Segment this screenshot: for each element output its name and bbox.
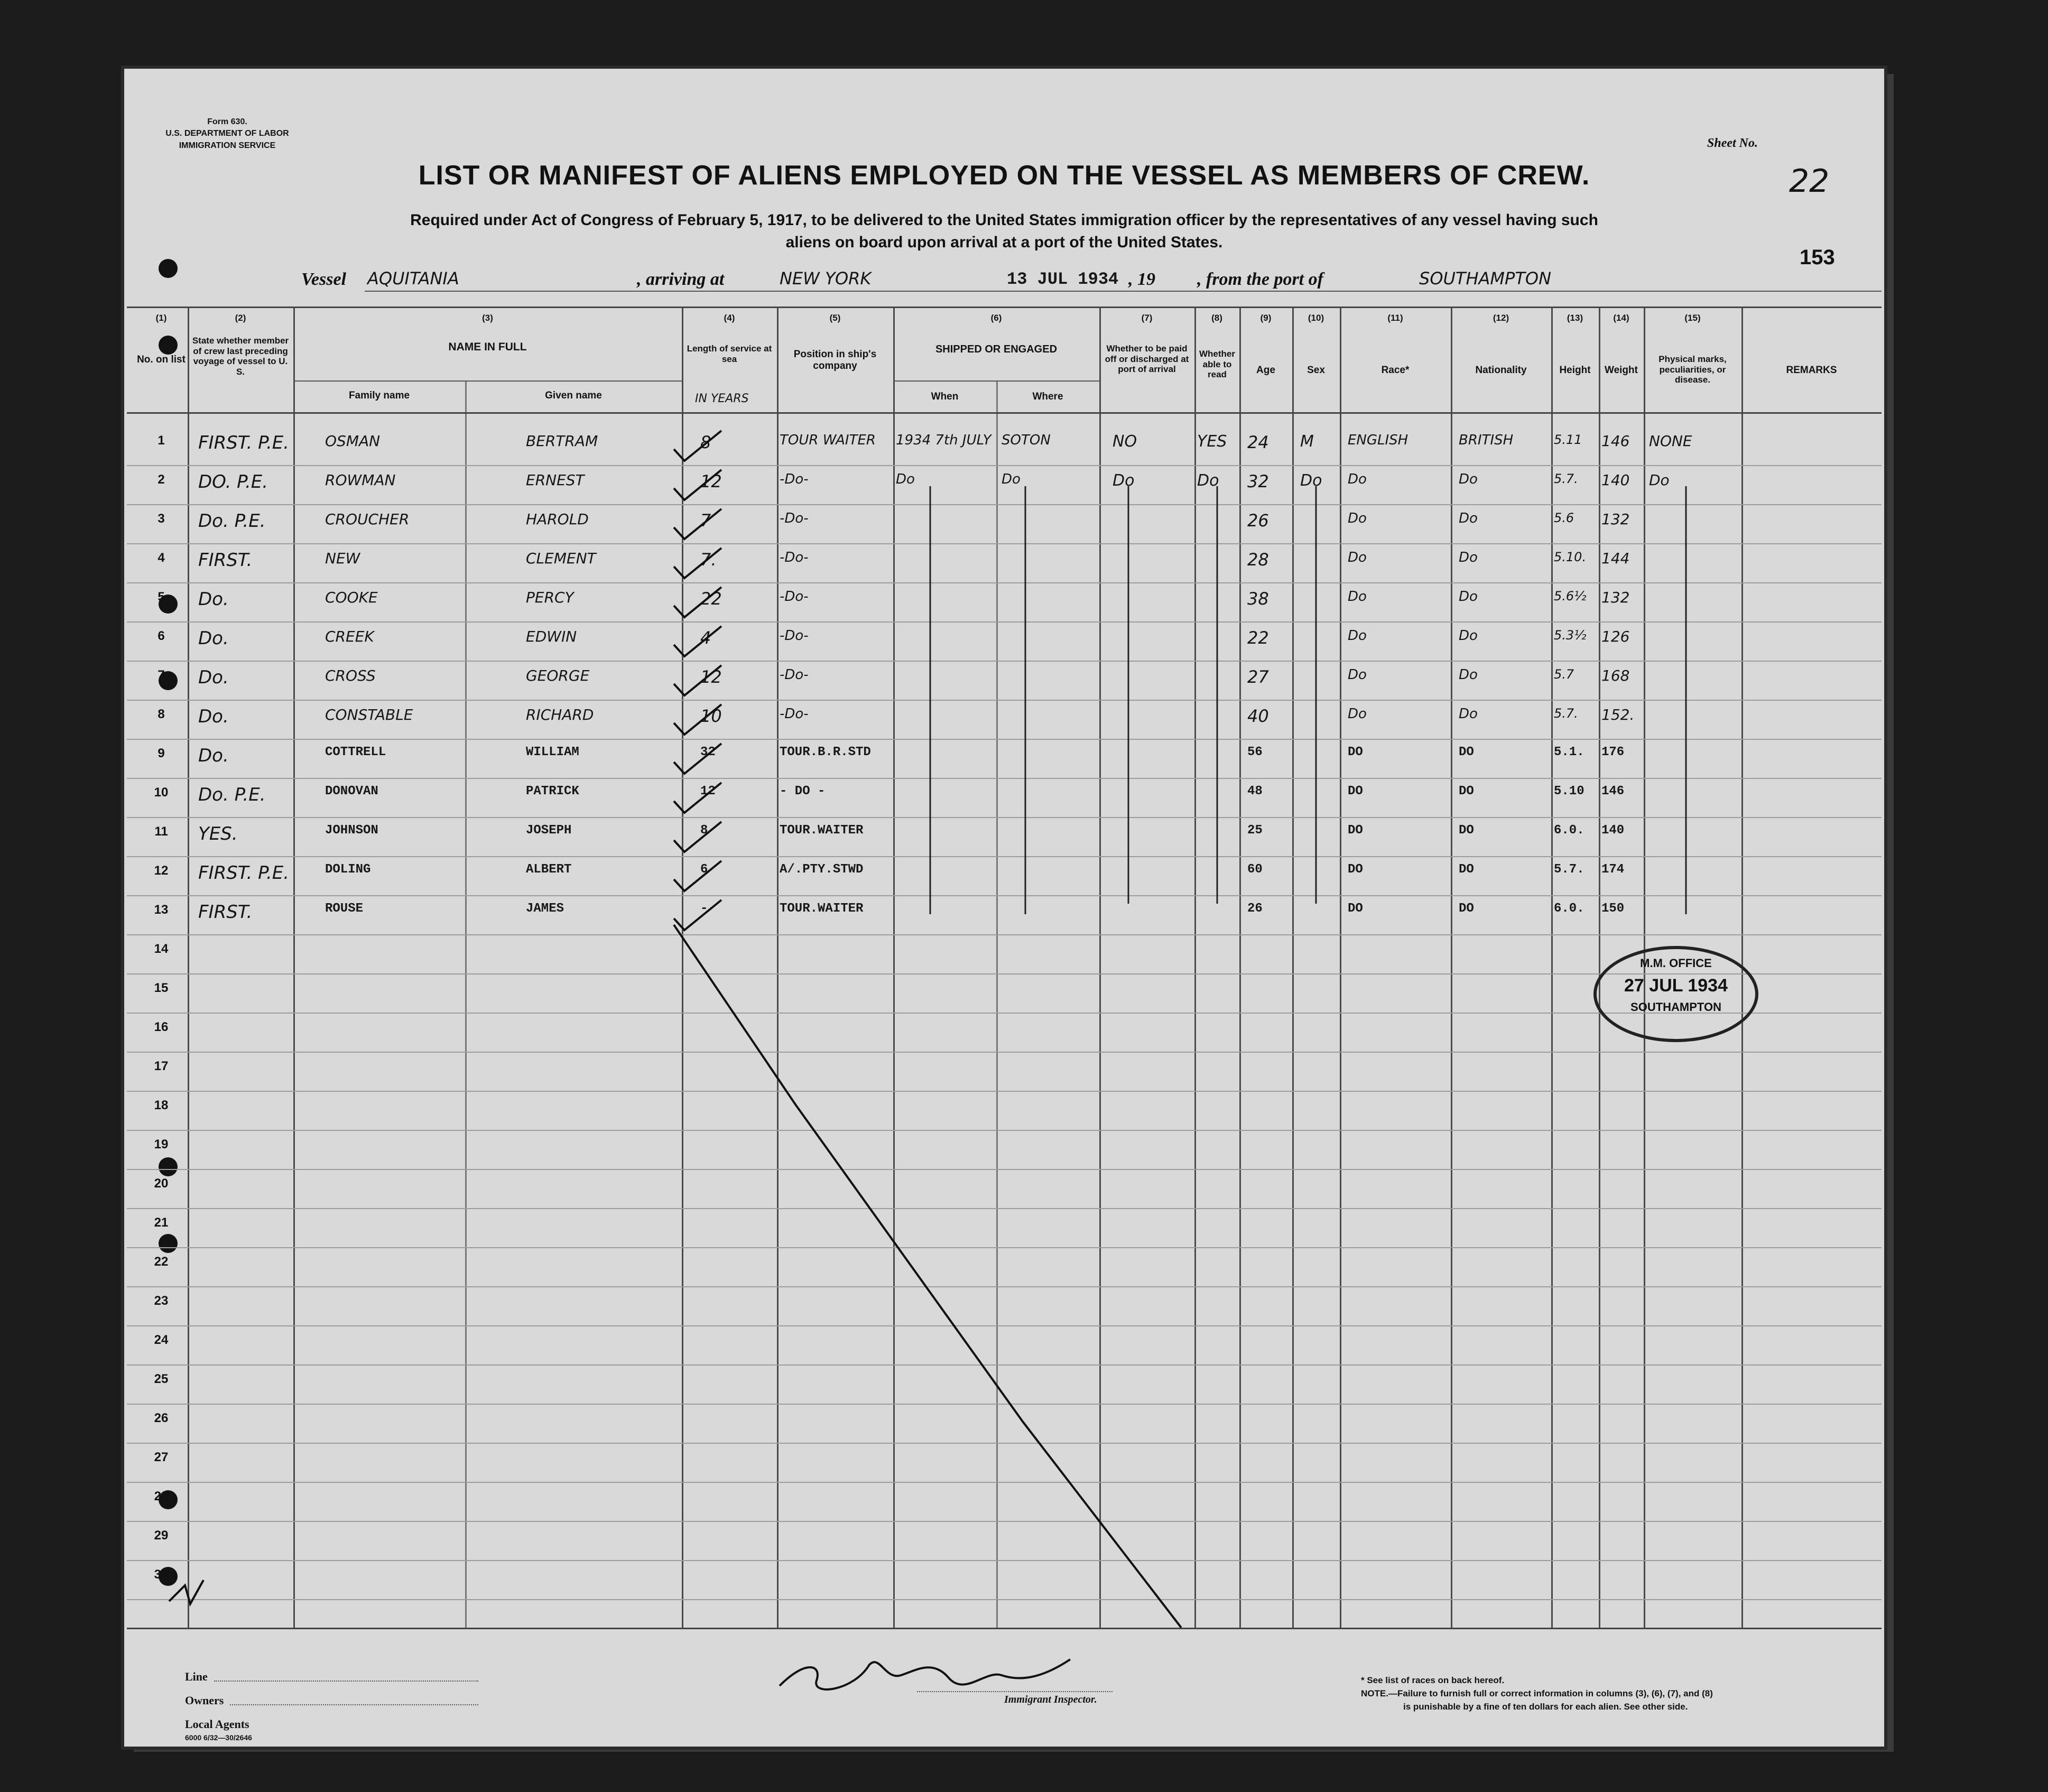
- cell-family: ROWMAN: [325, 471, 396, 489]
- header-paid-off: Whether to be paid off or discharged at port of arrival: [1105, 343, 1189, 375]
- row-number: 24: [154, 1333, 169, 1347]
- cell-given: JOSEPH: [526, 823, 572, 838]
- cell-race: Do: [1348, 628, 1367, 644]
- cell-height: 5.11: [1554, 432, 1582, 447]
- row-number: 23: [154, 1294, 169, 1308]
- cell-age: 27: [1247, 667, 1269, 687]
- cell-age: 26: [1247, 902, 1263, 916]
- colnum-1: (1): [155, 313, 167, 323]
- row-number: 4: [157, 551, 165, 565]
- header-nationality: Nationality: [1475, 365, 1527, 376]
- cell-family: DOLING: [325, 862, 371, 877]
- row-number: 18: [154, 1098, 169, 1112]
- note-races: * See list of races on back hereof.: [1361, 1675, 1505, 1685]
- cell-position: -Do-: [780, 589, 809, 605]
- cell-service: 4: [700, 628, 711, 648]
- cell-service: 32: [700, 745, 716, 759]
- cell-height: 5.7.: [1554, 471, 1578, 486]
- inspector-signature-line: [917, 1691, 1113, 1692]
- header-state-member: State whether member of crew last preceding voyage of vessel to U. S.: [192, 336, 289, 377]
- header-name-in-full: NAME IN FULL: [448, 341, 527, 353]
- service: IMMIGRATION SERVICE: [179, 141, 276, 150]
- cell-weight: 146: [1601, 432, 1630, 450]
- row-number: 25: [154, 1372, 169, 1386]
- cell-family: COOKE: [325, 589, 378, 606]
- cell-position: A/.PTY.STWD: [780, 862, 864, 877]
- colnum-3: (3): [482, 313, 493, 323]
- cell-race: Do: [1348, 510, 1367, 526]
- pen-strokes: [124, 69, 1884, 1747]
- cell-service: 6: [700, 862, 708, 877]
- cell-service: 12: [700, 471, 722, 491]
- cell-service: 8: [700, 432, 711, 452]
- cell-position: -Do-: [780, 471, 809, 487]
- cell-race: Do: [1348, 667, 1367, 683]
- row-number: 16: [154, 1020, 169, 1034]
- cell-given: JAMES: [526, 902, 564, 916]
- cell-height: 5.3½: [1554, 628, 1587, 643]
- stamp-top: M.M. OFFICE: [1640, 957, 1712, 970]
- cell-height: 5.7: [1554, 667, 1574, 682]
- cell-race: DO: [1348, 862, 1363, 877]
- vessel-name: AQUITANIA: [367, 268, 459, 289]
- cell-family: JOHNSON: [325, 823, 378, 838]
- row-number: 21: [154, 1215, 169, 1230]
- header-shipped: SHIPPED OR ENGAGED: [935, 343, 1058, 355]
- cell-state: FIRST.: [198, 902, 253, 923]
- cell-height: 6.0.: [1554, 823, 1584, 838]
- office-stamp: [1593, 946, 1758, 1042]
- row-number: 28: [154, 1489, 169, 1503]
- cell-age: 38: [1247, 589, 1269, 609]
- cell-service: 22: [700, 589, 722, 609]
- row-number: 10: [154, 785, 169, 800]
- cell-weight: 152.: [1601, 706, 1635, 723]
- cell-race: DO: [1348, 745, 1363, 759]
- cell-nationality: Do: [1459, 628, 1478, 644]
- cell-age: 40: [1247, 706, 1269, 726]
- cell-state: FIRST. P.E.: [198, 432, 290, 453]
- cell-weight: 132: [1601, 510, 1630, 528]
- cell-nationality: DO: [1459, 862, 1474, 877]
- cell-read: YES: [1197, 432, 1227, 451]
- cell-state: Do. P.E.: [198, 510, 266, 532]
- row-number: 15: [154, 981, 169, 995]
- cell-state: FIRST.: [198, 550, 253, 571]
- header-family-name: Family name: [348, 390, 410, 401]
- row-number: 12: [154, 863, 169, 878]
- note-line-2: is punishable by a fine of ten dollars for each alien. See other side.: [1403, 1702, 1688, 1712]
- cell-state: Do.: [198, 745, 229, 766]
- colnum-11: (11): [1387, 313, 1403, 323]
- cell-age: 22: [1247, 628, 1269, 648]
- row-number: 26: [154, 1411, 169, 1425]
- cell-race: ENGLISH: [1348, 432, 1408, 448]
- cell-race: Do: [1348, 471, 1367, 487]
- header-no-on-list: No. on list: [137, 354, 186, 365]
- header-weight: Weight: [1605, 365, 1638, 376]
- form-number: Form 630.: [207, 117, 247, 126]
- cell-age: 26: [1247, 510, 1269, 531]
- cell-nationality: Do: [1459, 471, 1478, 487]
- cell-nationality: DO: [1459, 902, 1474, 916]
- cell-state: Do.: [198, 628, 229, 649]
- cell-age: 56: [1247, 745, 1263, 759]
- inspector-label: Immigrant Inspector.: [1004, 1694, 1097, 1705]
- footer-print-code: 6000 6/32—30/2646: [185, 1733, 252, 1742]
- cell-family: CONSTABLE: [325, 706, 413, 723]
- row-number: 30: [154, 1567, 169, 1582]
- cell-position: TOUR.B.R.STD: [780, 745, 871, 759]
- cell-physical: NONE: [1649, 432, 1692, 450]
- cell-family: COTTRELL: [325, 745, 386, 759]
- cell-given: BERTRAM: [526, 432, 598, 450]
- row-number: 20: [154, 1176, 169, 1191]
- arriving-label: , arriving at: [637, 270, 725, 289]
- row-number: 9: [157, 746, 165, 760]
- cell-race: Do: [1348, 550, 1367, 565]
- cell-sex: Do: [1300, 471, 1322, 490]
- cell-given: WILLIAM: [526, 745, 579, 759]
- colnum-4: (4): [724, 313, 735, 323]
- colnum-14: (14): [1613, 313, 1629, 323]
- cell-sex: M: [1300, 432, 1314, 451]
- cell-given: RICHARD: [526, 706, 594, 723]
- cell-position: -Do-: [780, 667, 809, 683]
- cell-service: 8: [700, 823, 708, 838]
- cell-state: DO. P.E.: [198, 471, 268, 493]
- header-length-service: Length of service at sea: [687, 343, 772, 364]
- cell-service: 12: [700, 667, 722, 687]
- cell-age: 25: [1247, 823, 1263, 838]
- cell-physical: Do: [1649, 471, 1670, 489]
- cell-height: 5.7.: [1554, 706, 1578, 721]
- cell-race: DO: [1348, 823, 1363, 838]
- cell-weight: 140: [1601, 823, 1625, 838]
- cell-nationality: Do: [1459, 510, 1478, 526]
- cell-given: PERCY: [526, 589, 574, 606]
- cell-age: 60: [1247, 862, 1263, 877]
- header-given-name: Given name: [545, 390, 602, 401]
- cell-age: 24: [1247, 432, 1269, 452]
- cell-race: DO: [1348, 902, 1363, 916]
- cell-given: GEORGE: [526, 667, 590, 684]
- cell-weight: 126: [1601, 628, 1630, 645]
- cell-nationality: BRITISH: [1459, 432, 1514, 448]
- cell-nationality: DO: [1459, 784, 1474, 798]
- cell-when: Do: [896, 471, 915, 487]
- cell-state: Do. P.E.: [198, 784, 266, 805]
- cell-where: SOTON: [1002, 432, 1051, 448]
- cell-state: Do.: [198, 667, 229, 688]
- cell-state: FIRST. P.E.: [198, 862, 290, 884]
- cell-position: TOUR WAITER: [780, 432, 876, 448]
- strike-diagonal: [674, 925, 1181, 1628]
- cell-weight: 132: [1601, 589, 1630, 606]
- cell-given: CLEMENT: [526, 550, 596, 567]
- cell-weight: 176: [1601, 745, 1625, 759]
- header-remarks: REMARKS: [1786, 365, 1837, 376]
- colnum-10: (10): [1308, 313, 1324, 323]
- footer-owners-label: Owners: [185, 1694, 224, 1707]
- page-title: LIST OR MANIFEST OF ALIENS EMPLOYED ON THE VESSEL AS MEMBERS OF CREW.: [418, 160, 1590, 191]
- colnum-15: (15): [1684, 313, 1701, 323]
- cell-age: 48: [1247, 784, 1263, 798]
- colnum-6: (6): [990, 313, 1002, 323]
- cell-weight: 144: [1601, 550, 1630, 567]
- row-number: 13: [154, 903, 169, 917]
- row-number: 11: [154, 824, 168, 839]
- row-number: 19: [154, 1137, 169, 1152]
- header-physical: Physical marks, peculiarities, or disease.: [1658, 354, 1727, 385]
- arrival-date: 13 JUL 1934: [1007, 270, 1119, 289]
- colnum-5: (5): [829, 313, 841, 323]
- cell-nationality: DO: [1459, 745, 1474, 759]
- colnum-7: (7): [1141, 313, 1153, 323]
- cell-age: 28: [1247, 550, 1269, 570]
- row-number: 1: [157, 433, 165, 448]
- cell-height: 5.10: [1554, 784, 1584, 798]
- cell-state: YES.: [198, 823, 238, 844]
- department: U.S. DEPARTMENT OF LABOR: [165, 129, 289, 138]
- colnum-12: (12): [1493, 313, 1509, 323]
- cell-race: Do: [1348, 589, 1367, 605]
- header-age: Age: [1256, 365, 1275, 376]
- cell-given: EDWIN: [526, 628, 577, 645]
- cell-weight: 174: [1601, 862, 1625, 877]
- cell-position: -Do-: [780, 628, 809, 644]
- cell-where: Do: [1002, 471, 1021, 487]
- header-height: Height: [1559, 365, 1591, 376]
- cell-family: NEW: [325, 550, 360, 567]
- cell-when: 1934 7th JULY: [896, 432, 991, 448]
- cell-nationality: Do: [1459, 550, 1478, 565]
- row-number: 22: [154, 1255, 169, 1269]
- colnum-13: (13): [1567, 313, 1583, 323]
- cell-height: 6.0.: [1554, 902, 1584, 916]
- cell-state: Do.: [198, 706, 229, 727]
- subtitle-line-1: Required under Act of Congress of February 5, 1917, to be delivered to the United States immigration officer by the representatives of any vessel having such: [410, 211, 1598, 229]
- cell-height: 5.6: [1554, 510, 1574, 525]
- row-number: 27: [154, 1450, 169, 1464]
- cell-position: -Do-: [780, 510, 809, 526]
- header-able-read: Whether able to read: [1199, 349, 1235, 380]
- cell-height: 5.7.: [1554, 862, 1584, 877]
- header-length-unit: IN YEARS: [695, 392, 749, 405]
- departure-port: SOUTHAMPTON: [1419, 268, 1551, 289]
- cell-nationality: Do: [1459, 589, 1478, 605]
- header-when: When: [931, 391, 959, 402]
- cell-weight: 140: [1601, 471, 1630, 489]
- row-number: 6: [157, 629, 165, 643]
- row-number: 14: [154, 942, 169, 956]
- cell-position: - DO -: [780, 784, 826, 798]
- cell-service: 10: [700, 706, 722, 726]
- cell-weight: 168: [1601, 667, 1630, 684]
- cell-family: CROSS: [325, 667, 376, 684]
- cell-service: -: [700, 902, 708, 916]
- cell-height: 5.10.: [1554, 550, 1587, 564]
- vessel-label: Vessel: [301, 270, 346, 289]
- note-line-1: NOTE.—Failure to furnish full or correct information in columns (3), (6), (7), and (8): [1361, 1688, 1713, 1698]
- subtitle-line-2: aliens on board upon arrival at a port of the United States.: [785, 234, 1223, 251]
- colnum-2: (2): [235, 313, 246, 323]
- cell-position: TOUR.WAITER: [780, 902, 864, 916]
- cell-paid: NO: [1113, 432, 1137, 451]
- colnum-9: (9): [1260, 313, 1272, 323]
- cell-given: ERNEST: [526, 471, 585, 489]
- cell-state: Do.: [198, 589, 229, 610]
- cell-family: CROUCHER: [325, 510, 410, 528]
- cell-family: ROUSE: [325, 902, 364, 916]
- cell-service: 12: [700, 784, 716, 798]
- cell-height: 5.1.: [1554, 745, 1584, 759]
- manifest-page: [124, 69, 1884, 1747]
- stamp-date: 27 JUL 1934: [1624, 976, 1728, 996]
- cell-nationality: DO: [1459, 823, 1474, 838]
- row-number: 5: [157, 590, 165, 604]
- footer-line-field: [214, 1680, 478, 1682]
- cell-position: TOUR.WAITER: [780, 823, 864, 838]
- cell-nationality: Do: [1459, 706, 1478, 722]
- cell-family: OSMAN: [325, 432, 381, 450]
- stamp-bottom: SOUTHAMPTON: [1630, 1000, 1721, 1014]
- year-label: , 19: [1128, 270, 1155, 289]
- colnum-8: (8): [1211, 313, 1222, 323]
- page-number: 153: [1800, 246, 1835, 269]
- footer-owners-field: [230, 1704, 478, 1705]
- cell-paid: Do: [1113, 471, 1135, 490]
- header-where: Where: [1032, 391, 1063, 402]
- row-number: 17: [154, 1059, 169, 1073]
- row-number: 29: [154, 1528, 169, 1543]
- row-number: 7: [157, 668, 165, 682]
- header-position: Position in ship's company: [793, 349, 877, 372]
- header-race: Race*: [1381, 365, 1410, 376]
- header-sex: Sex: [1307, 365, 1325, 376]
- footer-agents-label: Local Agents: [185, 1717, 249, 1731]
- sheet-label: Sheet No.: [1707, 136, 1758, 150]
- cell-given: PATRICK: [526, 784, 579, 798]
- cell-position: -Do-: [780, 550, 809, 565]
- cell-race: Do: [1348, 706, 1367, 722]
- row-number: 2: [157, 472, 165, 487]
- cell-given: HAROLD: [526, 510, 589, 528]
- row-number: 8: [157, 707, 165, 721]
- arrival-port: NEW YORK: [780, 268, 872, 289]
- cell-weight: 146: [1601, 784, 1625, 798]
- from-label: , from the port of: [1197, 270, 1323, 289]
- cell-height: 5.6½: [1554, 589, 1587, 603]
- cell-given: ALBERT: [526, 862, 572, 877]
- footer-line-label: Line: [185, 1670, 208, 1683]
- cell-race: DO: [1348, 784, 1363, 798]
- initials-mark: [169, 1580, 203, 1604]
- row-number: 3: [157, 512, 165, 526]
- cell-weight: 150: [1601, 902, 1625, 916]
- cell-service: 7.: [700, 550, 717, 570]
- cell-nationality: Do: [1459, 667, 1478, 683]
- sheet-number: 22: [1789, 163, 1830, 200]
- cell-position: -Do-: [780, 706, 809, 722]
- cell-family: CREEK: [325, 628, 374, 645]
- cell-service: 7: [700, 510, 711, 531]
- cell-read: Do: [1197, 471, 1219, 490]
- cell-age: 32: [1247, 471, 1269, 491]
- cell-family: DONOVAN: [325, 784, 378, 798]
